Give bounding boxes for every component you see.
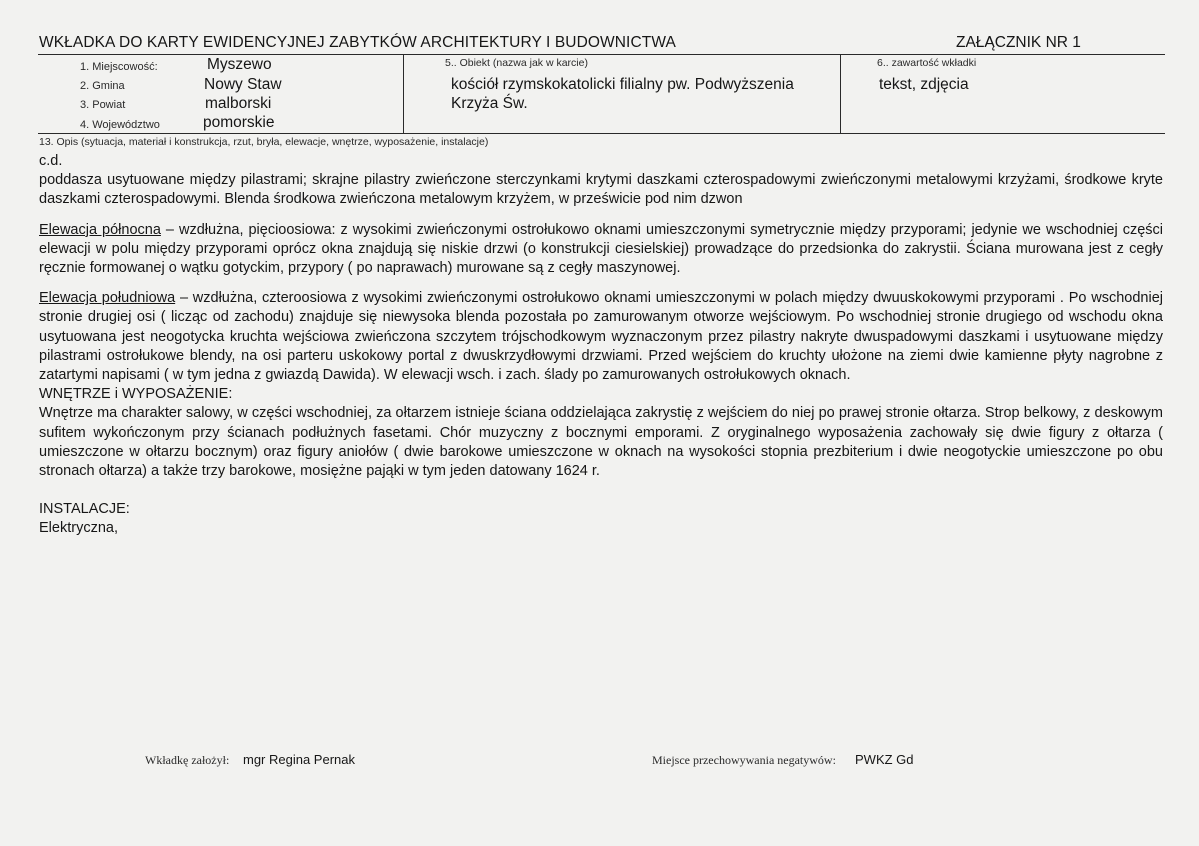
object-name-line-2: Krzyża Św. [451, 95, 528, 112]
object-label: 5.. Obiekt (nazwa jak w karcie) [445, 57, 588, 69]
district-value: malborski [205, 95, 272, 112]
commune-value: Nowy Staw [204, 76, 282, 93]
description-label: 13. Opis (sytuacja, materiał i konstrukcja, rzut, bryła, elewacje, wnętrze, wyposażenie, instalacje) [39, 136, 489, 148]
installations-heading: INSTALACJE: [39, 501, 130, 518]
roof-description: poddasza usytuowane między pilastrami; skrajne pilastry zwieńczone sterczynkami krytymi daszkami czterospadowymi zwieńczonymi metalowymi krzyżami, środkowe kryte daszkami czterospadowymi. Blenda środkowa zwieńczona metalowym krzyżem, w prześwicie pod nim dzwon [39, 172, 1163, 208]
description-body [39, 152, 1163, 539]
storage-label: Miejsce przechowywania negatywów: [652, 753, 836, 767]
column-divider-1 [403, 54, 404, 134]
north-elevation-paragraph [39, 221, 1163, 279]
author-label: Wkładkę założył: [145, 753, 230, 767]
column-divider-2 [840, 54, 841, 134]
table-bottom-rule [38, 133, 1165, 134]
location-label: 1. Miejscowość: [80, 61, 158, 73]
interior-text: Wnętrze ma charakter salowy, w części wschodniej, za ołtarzem istnieje ściana oddzielająca zakrystię z wejściem do niej po prawej stronie ołtarza. Strop belkowy, z deskowym sufitem wykończonym przy ścianach podłużnych fasetami. Chór muzyczny z bocznymi emporami. Z oryginalnego wyposażenia zachowały się dwie figury z ołtarza ( umieszczone w ołtarzu bocznym) oraz figury aniołów ( dwie barokowe umieszczone w oknach na wysokości stopnia prezbiterium i dwie neogotyckie umieszczone po obu stronach ołtarza) a także trzy barokowe, mosiężne pająki w tym jeden datowany 1624 r. [39, 405, 1163, 480]
header-rule [38, 54, 1165, 55]
storage-value: PWKZ Gd [855, 752, 914, 767]
voivodeship-label: 4. Województwo [80, 119, 160, 131]
voivodeship-value: pomorskie [203, 114, 275, 131]
object-name-line-1: kościół rzymskokatolicki filialny pw. Podwyższenia [451, 76, 794, 93]
installations-text: Elektryczna, [39, 520, 118, 537]
south-elevation-heading: Elewacja południowa [39, 290, 176, 307]
interior-heading: WNĘTRZE i WYPOSAŻENIE: [39, 386, 233, 403]
commune-label: 2. Gmina [80, 80, 125, 92]
location-value: Myszewo [207, 56, 272, 73]
north-elevation-text: – wzdłużna, pięcioosiowa: z wysokimi zwieńczonymi ostrołukowo oknami umieszczonymi symetrycznie między przyporami; jedynie we wschodniej części elewacji w polu między przyporami oprócz okna znajdują się niskie drzwi (o konstrukcji ciesielskiej) prowadzące do przedsionka do zakrystii. Ściana murowana jest z cegły ręcznie formowanej o wątku gotyckim, przypory ( po naprawach) murowane są z cegły maszynowej. [39, 221, 1163, 277]
annex-number: ZAŁĄCZNIK NR 1 [956, 34, 1081, 51]
district-label: 3. Powiat [80, 99, 126, 111]
north-elevation-heading: Elewacja północna [39, 221, 161, 238]
south-elevation-text: – wzdłużna, czteroosiowa z wysokimi zwieńczonymi ostrołukowo oknami umieszczonymi w polach między dwuuskokowymi przyporami . Po wschodniej stronie drugiej osi ( licząc od zachodu) znajduje się niewysoka blenda pozostała po zamurowanym otworze wejściowym. Po wschodniej stronie drugiego od wschodu okna usytuowana jest neogotycka kruchta wejściowa zwieńczona szczytem trójschodkowym wyznaczonym przez pilastry nakryte dwuspadowymi daszkami i usytuowane między pilastrami ostrołukowe blendy, na osi parteru uskokowy portal z dwuskrzydłowymi drzwiami. Przed wejściem do kruchty ułożone na ziemi dwie kamienne płyty nagrobne z zatartymi napisami ( w tym jedna z gwiazdą Dawida). W elewacji wsch. i zach. ślady po zamurowanych ostrołukowych oknach. [39, 290, 1163, 384]
contents-value: tekst, zdjęcia [879, 76, 969, 93]
page-title: WKŁADKA DO KARTY EWIDENCYJNEJ ZABYTKÓW ARCHITEKTURY I BUDOWNICTWA [39, 34, 676, 51]
south-elevation-paragraph [39, 289, 1163, 385]
author-value: mgr Regina Pernak [243, 752, 355, 767]
contents-label: 6.. zawartość wkładki [877, 57, 977, 69]
continuation-marker: c.d. [39, 153, 63, 169]
